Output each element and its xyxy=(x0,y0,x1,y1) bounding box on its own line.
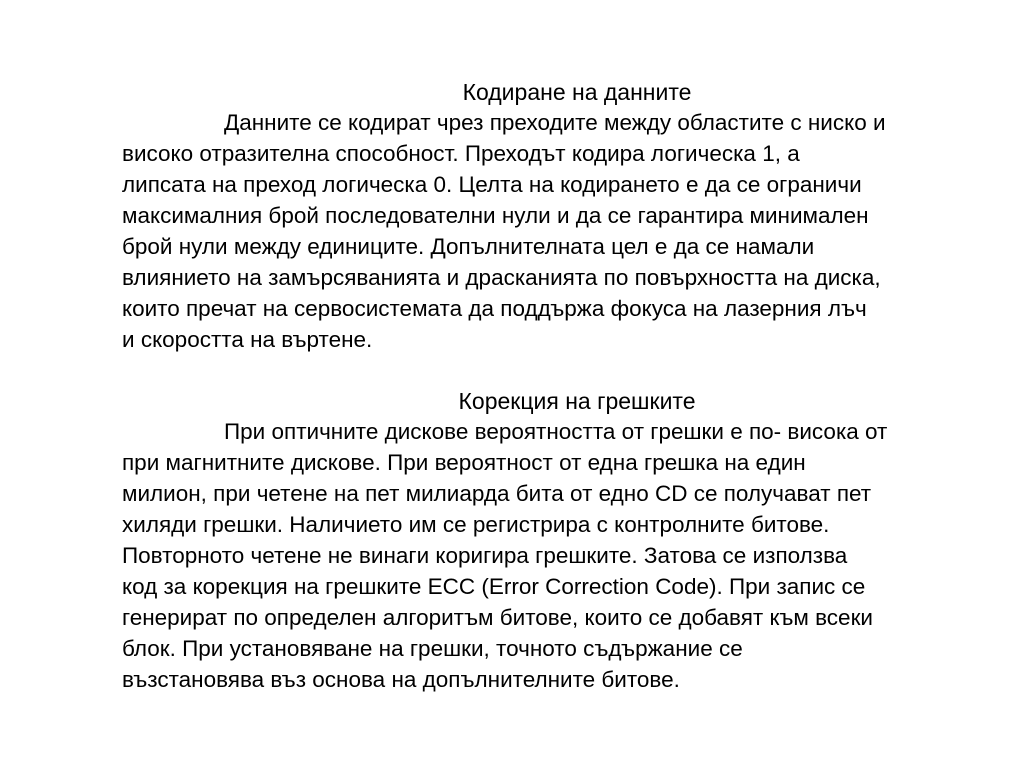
body-line: възстановява въз основа на допълнителните битове. xyxy=(122,667,680,692)
section-body xyxy=(122,107,992,355)
section-heading: Корекция на грешките xyxy=(458,388,696,414)
body-line: хиляди грешки. Наличието им се регистрира с контролните битове. xyxy=(122,512,830,537)
body-line: код за корекция на грешките ECC (Error Correction Code). При запис се xyxy=(122,574,866,599)
body-line: блок. При установяване на грешки, точното съдържание се xyxy=(122,636,743,661)
body-line: брой нули между единиците. Допълнителната цел е да се намали xyxy=(122,234,815,259)
section-body xyxy=(122,416,992,695)
section-error-correction xyxy=(122,386,992,695)
body-line: и скоростта на въртене. xyxy=(122,327,373,352)
body-line: Повторното четене не винаги коригира грешките. Затова се използва xyxy=(122,543,848,568)
body-line: максималния брой последователни нули и да се гарантира минимален xyxy=(122,203,869,228)
body-line: Данните се кодират чрез преходите между областите с ниско и xyxy=(224,110,886,135)
body-line: които пречат на сервосистемата да поддържа фокуса на лазерния лъч xyxy=(122,296,867,321)
body-line: влиянието на замърсяванията и драсканията по повърхността на диска, xyxy=(122,265,881,290)
body-line: високо отразителна способност. Преходът кодира логическа 1, а xyxy=(122,141,800,166)
section-heading: Кодиране на данните xyxy=(462,79,692,105)
body-line: При оптичните дискове вероятността от грешки е по- висока от xyxy=(224,419,888,444)
body-line: милион, при четене на пет милиарда бита от едно CD се получават пет xyxy=(122,481,872,506)
body-line: липсата на преход логическа 0. Целта на кодирането е да се ограничи xyxy=(122,172,862,197)
body-line: генерират по определен алгоритъм битове, които се добавят към всеки xyxy=(122,605,873,630)
body-line: при магнитните дискове. При вероятност от една грешка на един xyxy=(122,450,806,475)
section-data-encoding xyxy=(122,77,992,355)
